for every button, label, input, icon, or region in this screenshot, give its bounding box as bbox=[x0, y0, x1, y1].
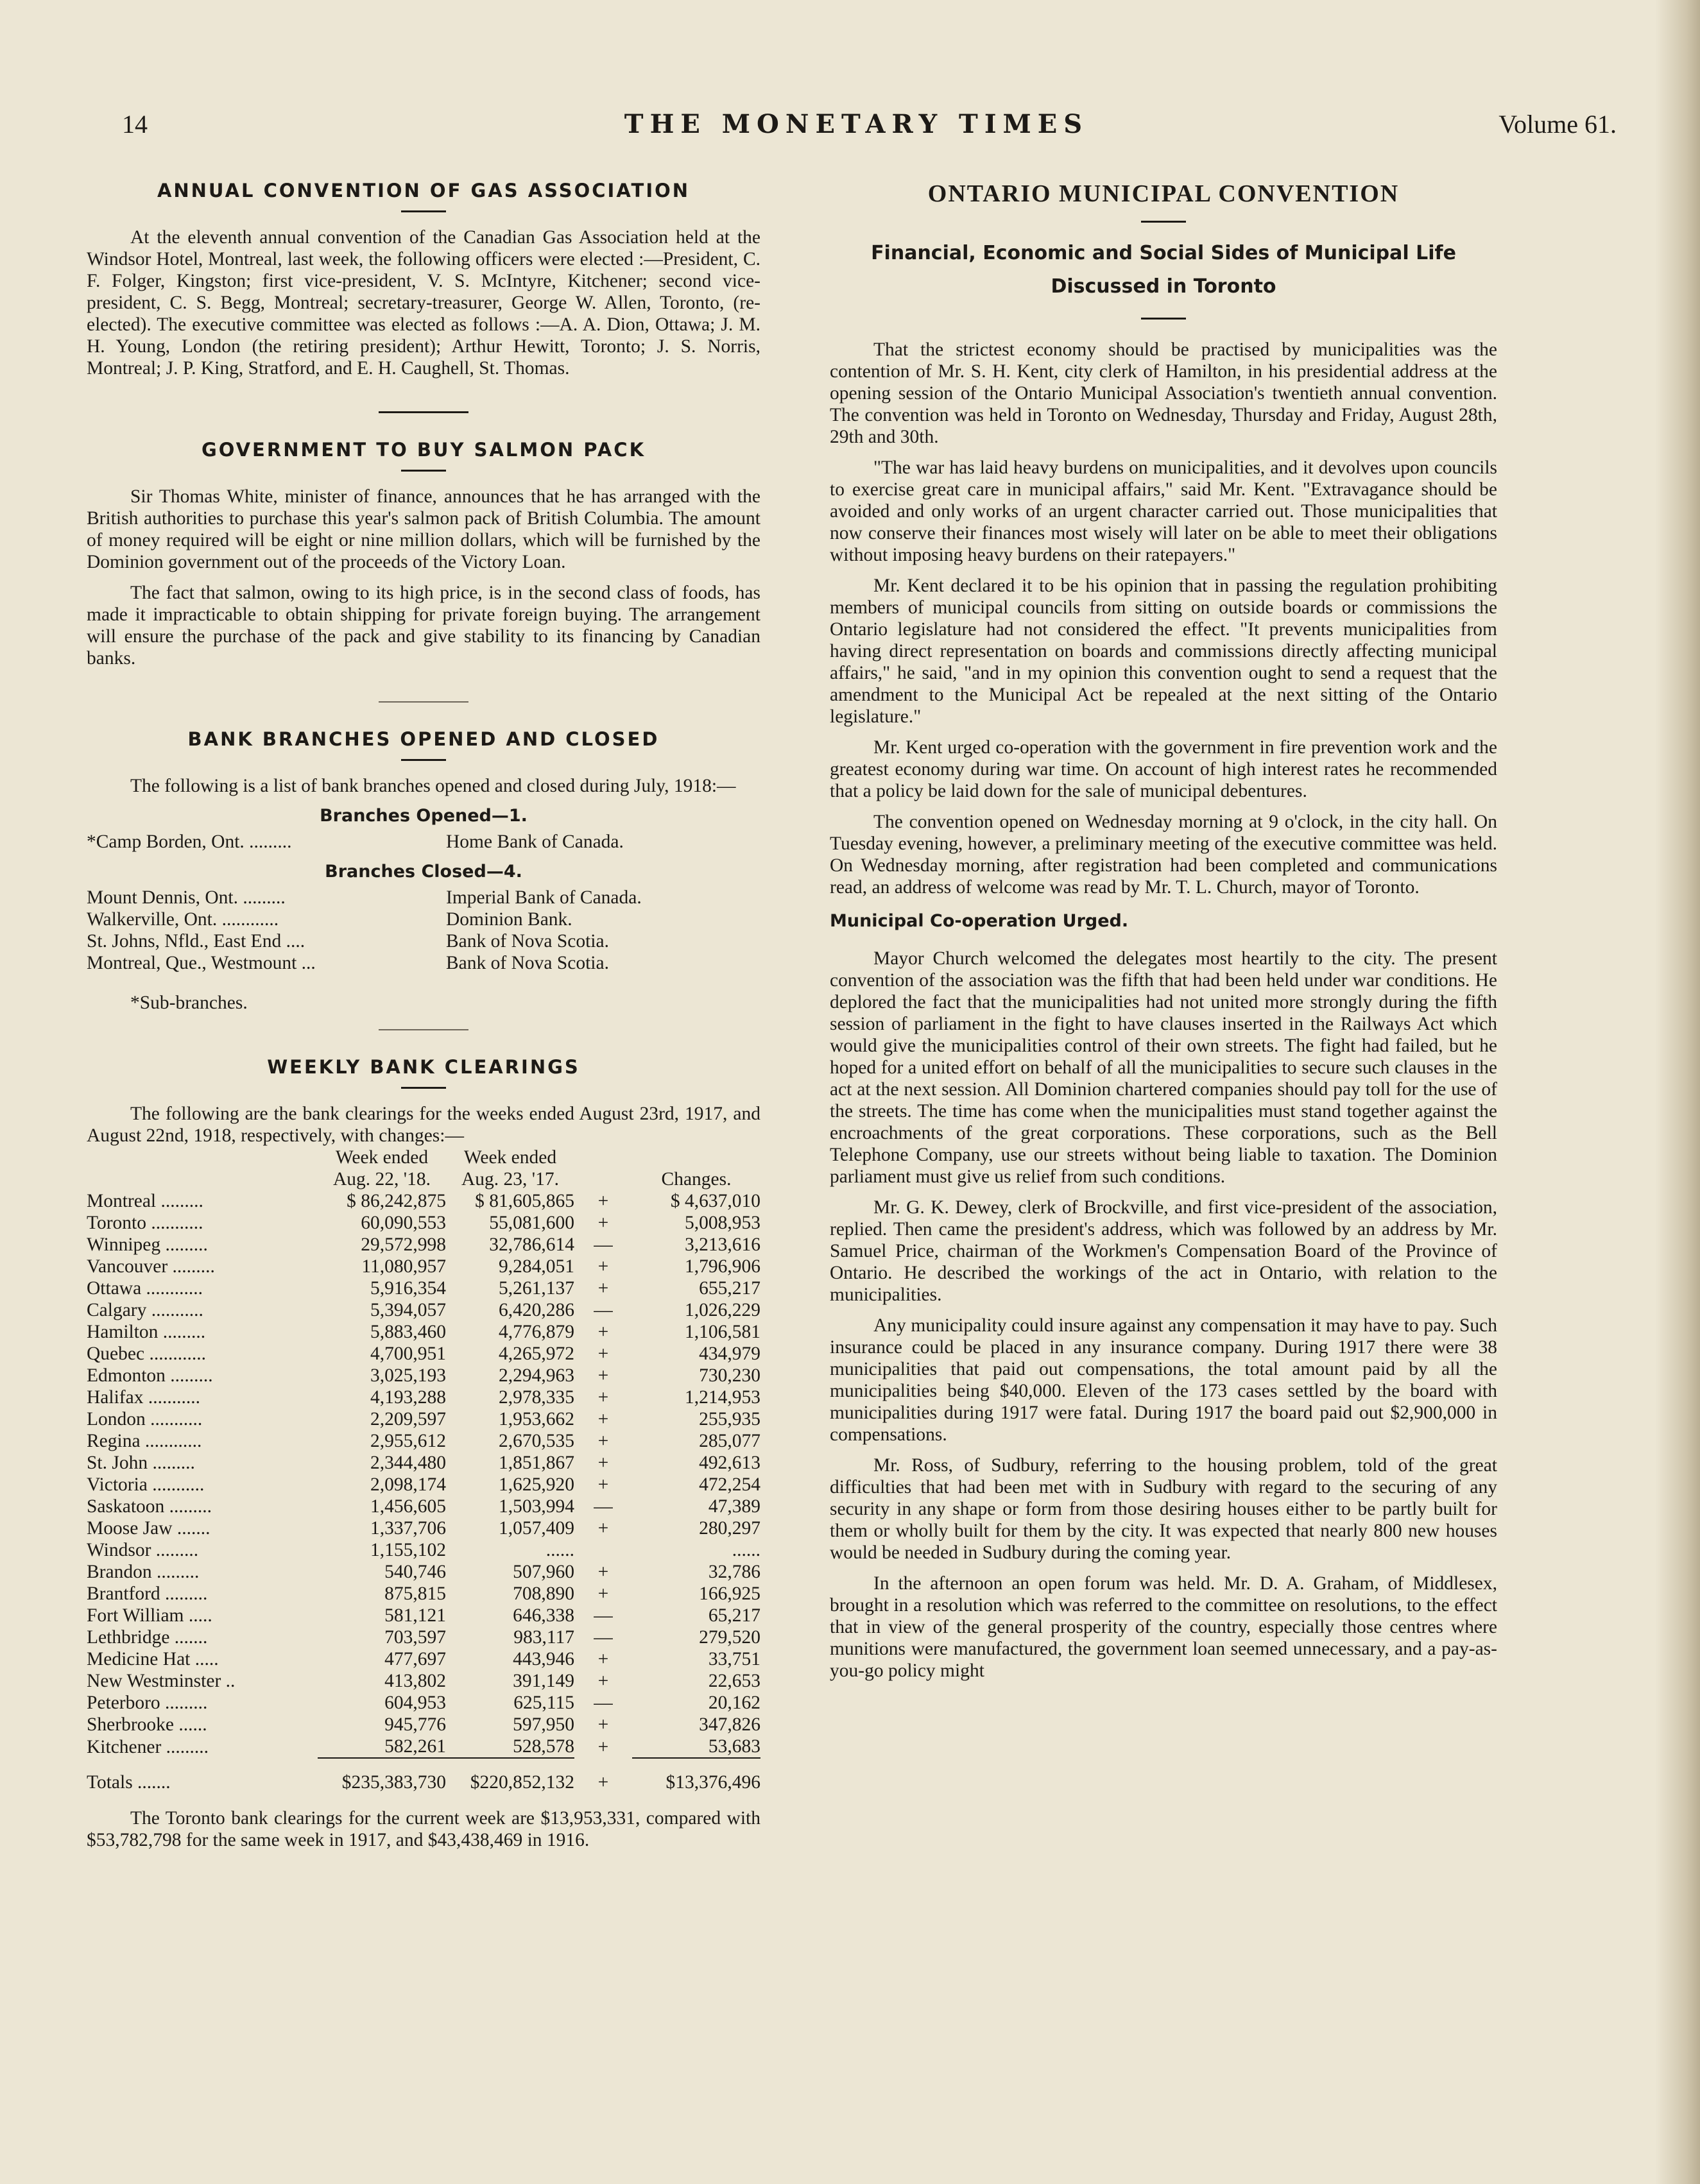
table-header-cell: Aug. 23, '17. bbox=[461, 1169, 559, 1190]
table-header-row bbox=[87, 1168, 760, 1190]
table-cell: 507,960 bbox=[513, 1562, 574, 1582]
table-cell: 4,265,972 bbox=[499, 1344, 574, 1364]
list-item bbox=[87, 952, 760, 974]
table-row bbox=[87, 1321, 760, 1343]
table-cell: 1,851,867 bbox=[499, 1453, 574, 1473]
table-cell: — bbox=[594, 1234, 613, 1255]
table-cell: — bbox=[594, 1693, 613, 1713]
table-cell: + bbox=[597, 1583, 609, 1604]
paragraph: Any municipality could insure against any compensation it may have to pay. Such insurance could be placed in any insurance company. During 1917 there were 38 municipalities that paid out compensations, the total amount paid by all the municipalities being $40,000. Eleven of the 173 cases settled by the board with municipalities during 1917 were fatal. During 1917 the board paid out $2,900,000 in compensations. bbox=[830, 1315, 1497, 1445]
table-cell: + bbox=[597, 1213, 609, 1233]
table-cell: Totals ....... bbox=[87, 1771, 171, 1793]
table-row bbox=[87, 1474, 760, 1496]
table-header-cell bbox=[87, 1168, 318, 1190]
table-row bbox=[87, 1277, 760, 1299]
table-cell: Moose Jaw ....... bbox=[87, 1518, 210, 1539]
table-cell: Vancouver ......... bbox=[87, 1256, 215, 1277]
article-separator bbox=[379, 411, 468, 413]
table-cell: 1,456,605 bbox=[370, 1496, 446, 1517]
table-cell: 581,121 bbox=[384, 1605, 446, 1626]
table-row bbox=[87, 1212, 760, 1234]
table-cell: $ 81,605,865 bbox=[475, 1191, 574, 1211]
table-cell: 60,090,553 bbox=[361, 1213, 446, 1233]
table-cell: 22,653 bbox=[708, 1671, 760, 1691]
clearings-article-title: WEEKLY BANK CLEARINGS bbox=[267, 1056, 580, 1078]
table-cell: Sherbrooke ...... bbox=[87, 1714, 207, 1735]
table-row bbox=[87, 1343, 760, 1365]
table-cell: — bbox=[594, 1496, 613, 1517]
clearings-table bbox=[87, 1147, 760, 1793]
branch-bank: Dominion Bank. bbox=[446, 909, 572, 930]
table-cell: 2,978,335 bbox=[499, 1387, 574, 1408]
table-cell: Fort William ..... bbox=[87, 1605, 212, 1626]
list-item bbox=[87, 909, 760, 930]
branches-article-title: BANK BRANCHES OPENED AND CLOSED bbox=[187, 728, 660, 750]
salmon-paragraph: Sir Thomas White, minister of finance, announces that he has arranged with the British authorities to purchase this year's salmon pack of British Columbia. The amount of money required will be eight or nine million dollars, which will be furnished by the Dominion government out of the proceeds of the Victory Loan. bbox=[87, 486, 760, 572]
list-item bbox=[87, 831, 760, 853]
table-cell: 1,106,581 bbox=[685, 1322, 760, 1342]
list-item bbox=[87, 930, 760, 952]
table-cell: 3,025,193 bbox=[370, 1365, 446, 1386]
table-header-cell: Aug. 22, '18. bbox=[333, 1169, 431, 1190]
branch-bank: Imperial Bank of Canada. bbox=[446, 887, 642, 908]
table-cell: + bbox=[597, 1736, 609, 1757]
table-cell: Peterboro ......... bbox=[87, 1693, 208, 1713]
table-cell: 582,261 bbox=[384, 1736, 446, 1757]
table-cell: + bbox=[597, 1518, 609, 1539]
table-cell: 65,217 bbox=[708, 1605, 760, 1626]
table-cell: 434,979 bbox=[699, 1344, 760, 1364]
table-cell: 166,925 bbox=[699, 1583, 760, 1604]
table-cell: 53,683 bbox=[708, 1736, 760, 1757]
table-cell: 2,098,174 bbox=[370, 1474, 446, 1495]
table-cell: + bbox=[597, 1256, 609, 1277]
table-header-cell: Changes. bbox=[661, 1169, 732, 1190]
gas-association-article bbox=[87, 180, 760, 379]
table-cell: 983,117 bbox=[513, 1627, 574, 1648]
table-cell: 472,254 bbox=[699, 1474, 760, 1495]
table-cell: New Westminster .. bbox=[87, 1671, 236, 1691]
paragraph: Mayor Church welcomed the delegates most heartily to the city. The present convention of the association was the fifth that had been held under war conditions. He deplored the fact that the municipalities had not united more strongly during the fifth session of parliament in the fight to have clauses inserted in the Railways Act which would give the municipalities control of their own streets. The fight had failed, but he hoped for a united effort on behalf of all the municipalities to secure such clauses in the act at the next session. All Dominion chartered companies should pay toll for the use of the streets. The time has come when the municipalities must stand together against the encroachments of the great corporations. These corporations, such as the Bell Telephone Company, use our streets without being liable to taxation. The Dominion parliament must give us relief from such conditions. bbox=[830, 948, 1497, 1187]
table-cell: 11,080,957 bbox=[361, 1256, 446, 1277]
paragraph: Mr. Kent urged co-operation with the government in fire prevention work and the greatest economy during war time. On account of high interest rates he recommended that a policy be laid down for the sale of municipal debentures. bbox=[830, 737, 1497, 801]
branch-bank: Bank of Nova Scotia. bbox=[446, 931, 609, 951]
branch-place: Mount Dennis, Ont. ......... bbox=[87, 887, 286, 908]
table-row bbox=[87, 1256, 760, 1277]
title-rule bbox=[401, 470, 446, 472]
table-cell: 5,261,137 bbox=[499, 1278, 574, 1299]
table-cell: 2,670,535 bbox=[499, 1431, 574, 1451]
salmon-paragraph: The fact that salmon, owing to its high price, is in the second class of foods, has made it impracticable to obtain shipping for private foreign buying. The arrangement will ensure the purchase of the pack and give stability to its financing by Canadian banks. bbox=[87, 583, 760, 669]
table-cell: + bbox=[597, 1365, 609, 1386]
table-cell: Windsor ......... bbox=[87, 1540, 199, 1560]
table-cell: 528,578 bbox=[513, 1736, 574, 1757]
table-cell: 655,217 bbox=[699, 1278, 760, 1299]
table-cell: — bbox=[594, 1627, 613, 1648]
salmon-article-title: GOVERNMENT TO BUY SALMON PACK bbox=[201, 439, 646, 461]
salmon-pack-article bbox=[87, 439, 760, 669]
table-cell: — bbox=[594, 1605, 613, 1626]
table-cell: $220,852,132 bbox=[446, 1758, 574, 1793]
subtitle-line: Financial, Economic and Social Sides of Municipal Life bbox=[871, 242, 1456, 264]
table-row bbox=[87, 1517, 760, 1539]
table-cell: 1,214,953 bbox=[685, 1387, 760, 1408]
gas-paragraph: At the eleventh annual convention of the Canadian Gas Association held at the Windsor Hotel, Montreal, last week, the following officers were elected :—President, C. F. Folger, Kingston; first vice-president, V. S. McIntyre, Kitchener; second vice-president, C. S. Begg, Montreal; secretary-treasurer, George W. Allen, Toronto, (re-elected). The executive committee was elected as follows :—A. A. Dion, Ottawa; J. M. H. Young, London (the retiring president); Arthur Hewitt, Toronto; J. S. Norris, Montreal; J. P. King, Stratford, and E. H. Caughell, St. Thomas. bbox=[87, 227, 760, 379]
totals-row bbox=[87, 1758, 760, 1793]
table-row bbox=[87, 1714, 760, 1736]
table-cell: St. John ......... bbox=[87, 1453, 195, 1473]
table-cell: 29,572,998 bbox=[361, 1234, 446, 1255]
subtitle-line: Discussed in Toronto bbox=[1051, 275, 1276, 298]
table-row bbox=[87, 1496, 760, 1517]
article-separator bbox=[379, 1029, 468, 1030]
table-cell: 492,613 bbox=[699, 1453, 760, 1473]
table-cell: 703,597 bbox=[384, 1627, 446, 1648]
table-cell: 3,213,616 bbox=[685, 1234, 760, 1255]
paragraph: "The war has laid heavy burdens on municipalities, and it devolves upon councils to exercise great care in municipal affairs," said Mr. Kent. "Extravagance should be avoided and only works of an urgent character carried out. Those municipalities that now conserve their finances most wisely will later on be able to meet their obligations without imposing heavy burdens on their ratepayers." bbox=[830, 457, 1497, 565]
table-cell: 33,751 bbox=[708, 1649, 760, 1669]
table-cell: + bbox=[597, 1409, 609, 1429]
table-cell: 55,081,600 bbox=[489, 1213, 574, 1233]
table-cell: 1,796,906 bbox=[685, 1256, 760, 1277]
table-cell: London ........... bbox=[87, 1409, 203, 1429]
table-row bbox=[87, 1648, 760, 1670]
table-cell: 32,786 bbox=[708, 1562, 760, 1582]
table-cell: Quebec ............ bbox=[87, 1344, 206, 1364]
table-cell: 1,625,920 bbox=[499, 1474, 574, 1495]
table-cell: 1,026,229 bbox=[685, 1300, 760, 1320]
table-cell: 9,284,051 bbox=[499, 1256, 574, 1277]
table-cell: 2,344,480 bbox=[370, 1453, 446, 1473]
table-row bbox=[87, 1561, 760, 1583]
table-cell: Toronto ........... bbox=[87, 1213, 203, 1233]
table-cell: $235,383,730 bbox=[318, 1758, 446, 1793]
table-cell: 2,294,963 bbox=[499, 1365, 574, 1386]
page-edge-shadow bbox=[1655, 0, 1700, 2184]
table-cell: Victoria ........... bbox=[87, 1474, 205, 1495]
table-cell: 604,953 bbox=[384, 1693, 446, 1713]
title-rule bbox=[1141, 318, 1186, 320]
table-cell: + bbox=[597, 1649, 609, 1669]
paragraph: Mr. Kent declared it to be his opinion that in passing the regulation prohibiting members of municipal councils from sitting on outside boards or commissions the Ontario legislature had not considered the effect. "It prevents municipalities from having direct representation on boards and commissions directly affecting municipal affairs," he said, "and in my opinion this convention ought to send a request that the amendment to the Municipal Act be repealed at the next sitting of the Ontario legislature." bbox=[830, 576, 1497, 727]
side-heading: Municipal Co-operation Urged. bbox=[830, 911, 1129, 931]
table-cell: 2,955,612 bbox=[370, 1431, 446, 1451]
table-cell: Lethbridge ....... bbox=[87, 1627, 208, 1648]
table-cell: Brandon ......... bbox=[87, 1562, 200, 1582]
table-cell: 32,786,614 bbox=[489, 1234, 574, 1255]
table-cell: Montreal ......... bbox=[87, 1191, 203, 1211]
table-cell: 945,776 bbox=[384, 1714, 446, 1735]
table-cell: + bbox=[597, 1344, 609, 1364]
table-cell: 1,155,102 bbox=[370, 1540, 446, 1560]
table-cell: 875,815 bbox=[384, 1583, 446, 1604]
paragraph: In the afternoon an open forum was held. Mr. D. A. Graham, of Middlesex, brought in a resolution which was referred to the committee on resolutions, to the effect that in view of the general prosperity of the country, especially those centres where munitions were manufactured, the government loan seemed unnecessary, and a pay-as-you-go policy might bbox=[830, 1573, 1497, 1681]
table-row bbox=[87, 1605, 760, 1626]
table-cell: 5,916,354 bbox=[370, 1278, 446, 1299]
table-cell: Kitchener ......... bbox=[87, 1736, 209, 1757]
title-rule bbox=[1141, 221, 1186, 223]
table-cell: 5,883,460 bbox=[370, 1322, 446, 1342]
branch-bank: Bank of Nova Scotia. bbox=[446, 953, 609, 973]
table-cell: 646,338 bbox=[513, 1605, 574, 1626]
table-cell: + bbox=[597, 1387, 609, 1408]
table-row bbox=[87, 1626, 760, 1648]
table-cell: Hamilton ......... bbox=[87, 1322, 206, 1342]
table-cell bbox=[574, 1539, 632, 1561]
table-cell: 285,077 bbox=[699, 1431, 760, 1451]
branches-opened-heading: Branches Opened—1. bbox=[320, 806, 528, 826]
table-cell: ...... bbox=[545, 1540, 574, 1560]
table-cell: 1,337,706 bbox=[370, 1518, 446, 1539]
table-row bbox=[87, 1365, 760, 1386]
table-cell: Winnipeg ......... bbox=[87, 1234, 208, 1255]
table-cell: 255,935 bbox=[699, 1409, 760, 1429]
table-row bbox=[87, 1408, 760, 1430]
paragraph: That the strictest economy should be practised by municipalities was the contention of Mr. S. H. Kent, city clerk of Hamilton, in his presidential address at the opening session of the Ontario Municipal Association's twentieth annual convention. The convention was held in Toronto on Wednesday, Thursday and Friday, August 28th, 29th and 30th. bbox=[830, 339, 1497, 447]
table-cell: 6,420,286 bbox=[499, 1300, 574, 1320]
table-cell: 625,115 bbox=[513, 1693, 574, 1713]
table-cell: + bbox=[597, 1714, 609, 1735]
table-cell: 391,149 bbox=[513, 1671, 574, 1691]
table-header-cell bbox=[632, 1147, 760, 1168]
bank-branches-article bbox=[87, 728, 760, 1014]
ontario-article-subtitle bbox=[830, 237, 1497, 303]
table-cell: Regina ............ bbox=[87, 1431, 202, 1451]
branch-place: *Camp Borden, Ont. ......... bbox=[87, 832, 292, 852]
table-cell: 280,297 bbox=[699, 1518, 760, 1539]
table-cell: Ottawa ............ bbox=[87, 1278, 203, 1299]
table-cell: + bbox=[597, 1771, 609, 1793]
table-cell: Calgary ........... bbox=[87, 1300, 203, 1320]
bank-clearings-article bbox=[87, 1056, 760, 1851]
table-cell: + bbox=[597, 1278, 609, 1299]
table-cell: Saskatoon ......... bbox=[87, 1496, 212, 1517]
paragraph: Mr. Ross, of Sudbury, referring to the housing problem, told of the great difficulties that had been met with in Sudbury with regard to the securing of any security in any shape or form from those desiring houses either to be partly built for them or wholly built for them by the city. It was expected that nearly 800 new houses would be needed in Sudbury during the coming year. bbox=[830, 1455, 1497, 1563]
table-row bbox=[87, 1539, 760, 1561]
ontario-convention-article bbox=[830, 180, 1497, 1682]
paragraph: The convention opened on Wednesday morning at 9 o'clock, in the city hall. On Tuesday evening, however, a preliminary meeting of the executive committee was held. On Wednesday morning, after registration had been completed and communications read, an address of welcome was read by Mr. T. L. Church, mayor of Toronto. bbox=[830, 812, 1497, 898]
paragraph: Mr. G. K. Dewey, clerk of Brockville, and first vice-president of the association, replied. Then came the president's address, which was followed by an address by Mr. Samuel Price, chairman of the Workmen's Compensation Board of the Province of Ontario. He described the workings of the act in Ontario, with relation to the municipalities. bbox=[830, 1197, 1497, 1305]
table-cell: 730,230 bbox=[699, 1365, 760, 1386]
masthead: THE MONETARY TIMES bbox=[624, 109, 1089, 139]
table-cell: 47,389 bbox=[708, 1496, 760, 1517]
table-row bbox=[87, 1190, 760, 1212]
list-item bbox=[87, 887, 760, 909]
table-cell: 279,520 bbox=[699, 1627, 760, 1648]
title-rule bbox=[401, 759, 446, 761]
table-cell: $ 4,637,010 bbox=[670, 1191, 760, 1211]
table-cell: $13,376,496 bbox=[632, 1758, 760, 1793]
table-cell: 20,162 bbox=[708, 1693, 760, 1713]
table-cell: 477,697 bbox=[384, 1649, 446, 1669]
table-cell: 597,950 bbox=[513, 1714, 574, 1735]
clearings-intro: The following are the bank clearings for the weeks ended August 23rd, 1917, and August 22nd, 1918, respectively, with changes:— bbox=[87, 1104, 760, 1146]
table-header-cell bbox=[574, 1168, 632, 1190]
running-head bbox=[83, 109, 1629, 141]
table-cell: 4,776,879 bbox=[499, 1322, 574, 1342]
table-cell: 413,802 bbox=[384, 1671, 446, 1691]
table-row bbox=[87, 1583, 760, 1605]
table-cell: 708,890 bbox=[513, 1583, 574, 1604]
branch-place: St. Johns, Nfld., East End .... bbox=[87, 931, 305, 951]
table-cell: $ 86,242,875 bbox=[347, 1191, 446, 1211]
branches-footnote: *Sub-branches. bbox=[130, 993, 248, 1013]
table-cell: 4,193,288 bbox=[370, 1387, 446, 1408]
table-cell: Halifax ........... bbox=[87, 1387, 200, 1408]
table-cell: 1,057,409 bbox=[499, 1518, 574, 1539]
table-cell: 1,953,662 bbox=[499, 1409, 574, 1429]
table-row bbox=[87, 1452, 760, 1474]
clearings-closing: The Toronto bank clearings for the current week are $13,953,331, compared with $53,782,798 for the same week in 1917, and $43,438,469 in 1916. bbox=[87, 1808, 760, 1850]
table-cell: + bbox=[597, 1322, 609, 1342]
gas-article-title: ANNUAL CONVENTION OF GAS ASSOCIATION bbox=[157, 180, 691, 201]
volume-label: Volume 61. bbox=[1498, 110, 1617, 139]
title-rule bbox=[401, 210, 446, 212]
table-row bbox=[87, 1299, 760, 1321]
ontario-paragraphs-b bbox=[830, 948, 1497, 1682]
branches-closed-heading: Branches Closed—4. bbox=[325, 862, 522, 882]
table-cell: 540,746 bbox=[384, 1562, 446, 1582]
table-cell: Brantford ......... bbox=[87, 1583, 208, 1604]
table-row bbox=[87, 1670, 760, 1692]
table-cell: Medicine Hat ..... bbox=[87, 1649, 219, 1669]
table-header-cell bbox=[574, 1147, 632, 1168]
table-header-row bbox=[87, 1147, 760, 1168]
table-cell: 443,946 bbox=[513, 1649, 574, 1669]
title-rule bbox=[401, 1087, 446, 1089]
table-cell: 1,503,994 bbox=[499, 1496, 574, 1517]
table-row bbox=[87, 1386, 760, 1408]
branch-bank: Home Bank of Canada. bbox=[446, 832, 624, 852]
article-separator bbox=[379, 701, 468, 703]
table-row bbox=[87, 1736, 760, 1758]
right-column bbox=[830, 180, 1497, 1682]
table-header-cell bbox=[87, 1147, 318, 1168]
table-cell: 2,209,597 bbox=[370, 1409, 446, 1429]
table-cell: + bbox=[597, 1562, 609, 1582]
table-cell: + bbox=[597, 1474, 609, 1495]
page-number: 14 bbox=[122, 110, 148, 139]
left-column bbox=[87, 180, 760, 1851]
branch-place: Walkerville, Ont. ............ bbox=[87, 909, 279, 930]
table-cell: Edmonton ......... bbox=[87, 1365, 213, 1386]
table-row bbox=[87, 1430, 760, 1452]
table-row bbox=[87, 1234, 760, 1256]
ontario-paragraphs-a bbox=[830, 339, 1497, 898]
table-header-cell: Week ended bbox=[335, 1147, 429, 1168]
table-cell: 5,394,057 bbox=[370, 1300, 446, 1320]
table-header-cell: Week ended bbox=[463, 1147, 557, 1168]
table-cell: 5,008,953 bbox=[685, 1213, 760, 1233]
table-cell: — bbox=[594, 1300, 613, 1320]
branch-place: Montreal, Que., Westmount ... bbox=[87, 953, 316, 973]
table-cell: + bbox=[597, 1453, 609, 1473]
table-row bbox=[87, 1692, 760, 1714]
table-cell: + bbox=[597, 1671, 609, 1691]
table-cell: 4,700,951 bbox=[370, 1344, 446, 1364]
table-cell: + bbox=[597, 1191, 609, 1211]
table-cell: ...... bbox=[732, 1540, 760, 1560]
table-cell: 347,826 bbox=[699, 1714, 760, 1735]
branches-intro: The following is a list of bank branches opened and closed during July, 1918:— bbox=[130, 776, 736, 796]
ontario-article-title: ONTARIO MUNICIPAL CONVENTION bbox=[927, 180, 1400, 207]
table-cell: + bbox=[597, 1431, 609, 1451]
